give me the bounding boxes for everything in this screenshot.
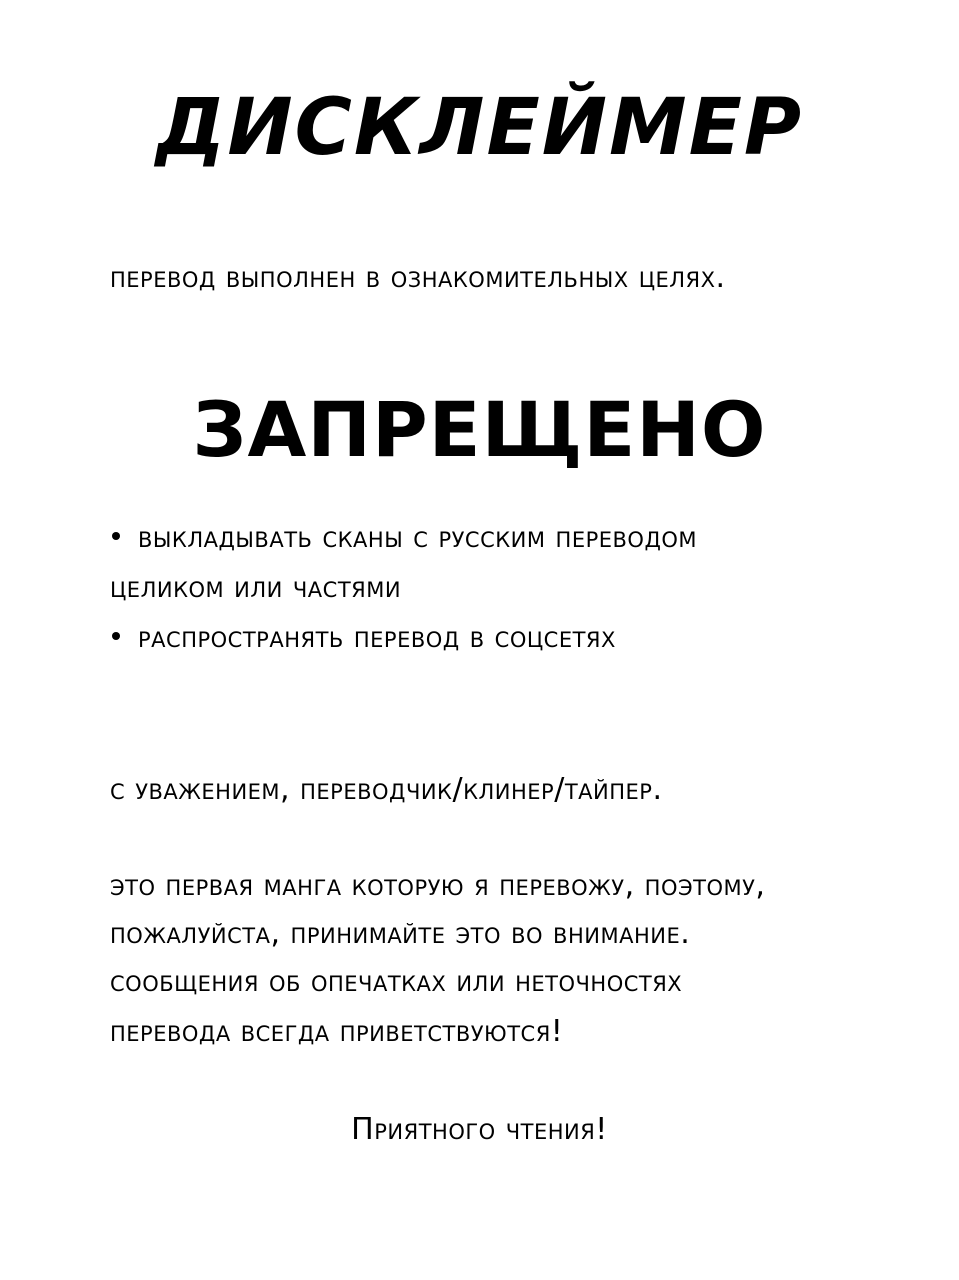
bullet-icon	[112, 632, 120, 640]
note-line-1: это первая манга которую я перевожу, поэтому,	[110, 868, 766, 903]
forbidden-item-1-line1: выкладывать сканы с русским переводом	[138, 520, 698, 555]
note-line-2: пожалуйста, принимайте это во внимание.	[110, 916, 691, 951]
bullet-icon	[112, 532, 120, 540]
closing-text: Приятного чтения!	[351, 1112, 608, 1147]
forbidden-item-1-continued: целиком или частями	[110, 570, 402, 605]
forbidden-item-1	[112, 518, 697, 558]
forbidden-item-2	[112, 618, 616, 658]
signature-text: с уважением, переводчик/клинер/тайпер.	[110, 772, 663, 807]
intro-text: перевод выполнен в ознакомительных целях.	[110, 260, 726, 295]
forbidden-item-2-line1: распространять перевод в соцсетях	[138, 620, 616, 655]
page-title: ДИСКЛЕЙМЕР	[155, 83, 804, 173]
note-line-3: сообщения об опечатках или неточностях	[110, 964, 683, 999]
forbidden-heading: ЗАПРЕЩЕНО	[192, 385, 767, 474]
note-line-4: перевода всегда приветствуются!	[110, 1014, 564, 1049]
